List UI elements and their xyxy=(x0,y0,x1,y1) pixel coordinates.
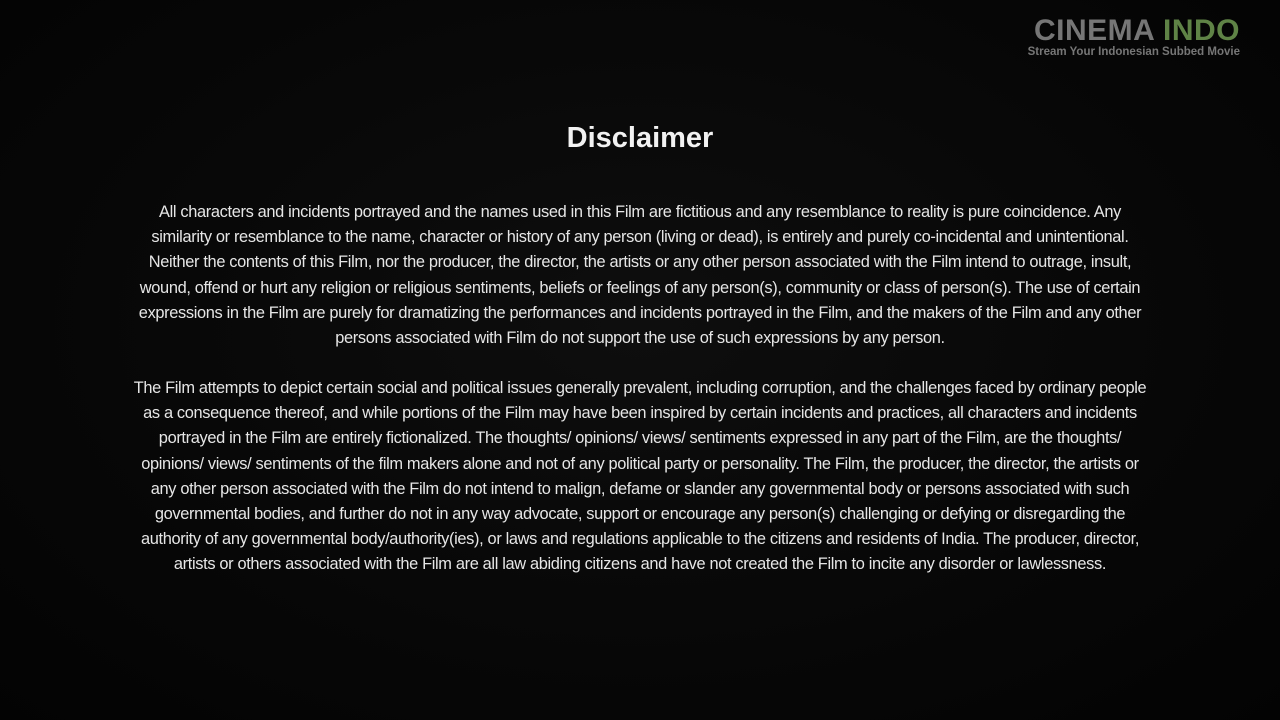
watermark-logo-text xyxy=(1028,14,1240,48)
disclaimer-title: Disclaimer xyxy=(566,122,714,154)
disclaimer-paragraph-1: All characters and incidents portrayed and the names used in this Film are fictitious and any resemblance to reality is pure coincidence. Any similarity or resemblance to the name, character or history of any person (living or dead), is entirely and purely co-incidental and unintentional. Neither the contents of this Film, nor the producer, the director, the artists or any other person associated with the Film intend to outrage, insult, wound, offend or hurt any religion or religious sentiments, beliefs or feelings of any person(s), community or class of person(s). The use of certain expressions in the Film are purely for dramatizing the performances and incidents portrayed in the Film, and the makers of the Film and any other persons associated with Film do not support the use of such expressions by any person. xyxy=(138,203,1142,348)
watermark-brand-indo: INDO xyxy=(1163,14,1240,47)
disclaimer-paragraph-2: The Film attempts to depict certain social and political issues generally prevalent, including corruption, and the challenges faced by ordinary people as a consequence thereof, and while portions of the Film may have been inspired by certain incidents and practices, all characters and incidents portrayed in the Film are entirely fictionalized. The thoughts/ opinions/ views/ sentiments expressed in any part of the Film, are the thoughts/ opinions/ views/ sentiments of the film makers alone and not of any political party or personality. The Film, the producer, the director, the artists or any other person associated with the Film do not intend to malign, defame or slander any governmental body or persons associated with such governmental bodies, and further do not in any way advocate, support or encourage any person(s) challenging or defying or disregarding the authority of any governmental body/authority(ies), or laws and regulations applicable to the citizens and residents of India. The producer, director, artists or others associated with the Film are all law abiding citizens and have not created the Film to incite any disorder or lawlessness. xyxy=(133,379,1147,574)
cinema-indo-watermark xyxy=(1028,14,1240,58)
watermark-brand-cinema: CINEMA xyxy=(1033,14,1155,47)
watermark-tagline: Stream Your Indonesian Subbed Movie xyxy=(1027,46,1240,58)
